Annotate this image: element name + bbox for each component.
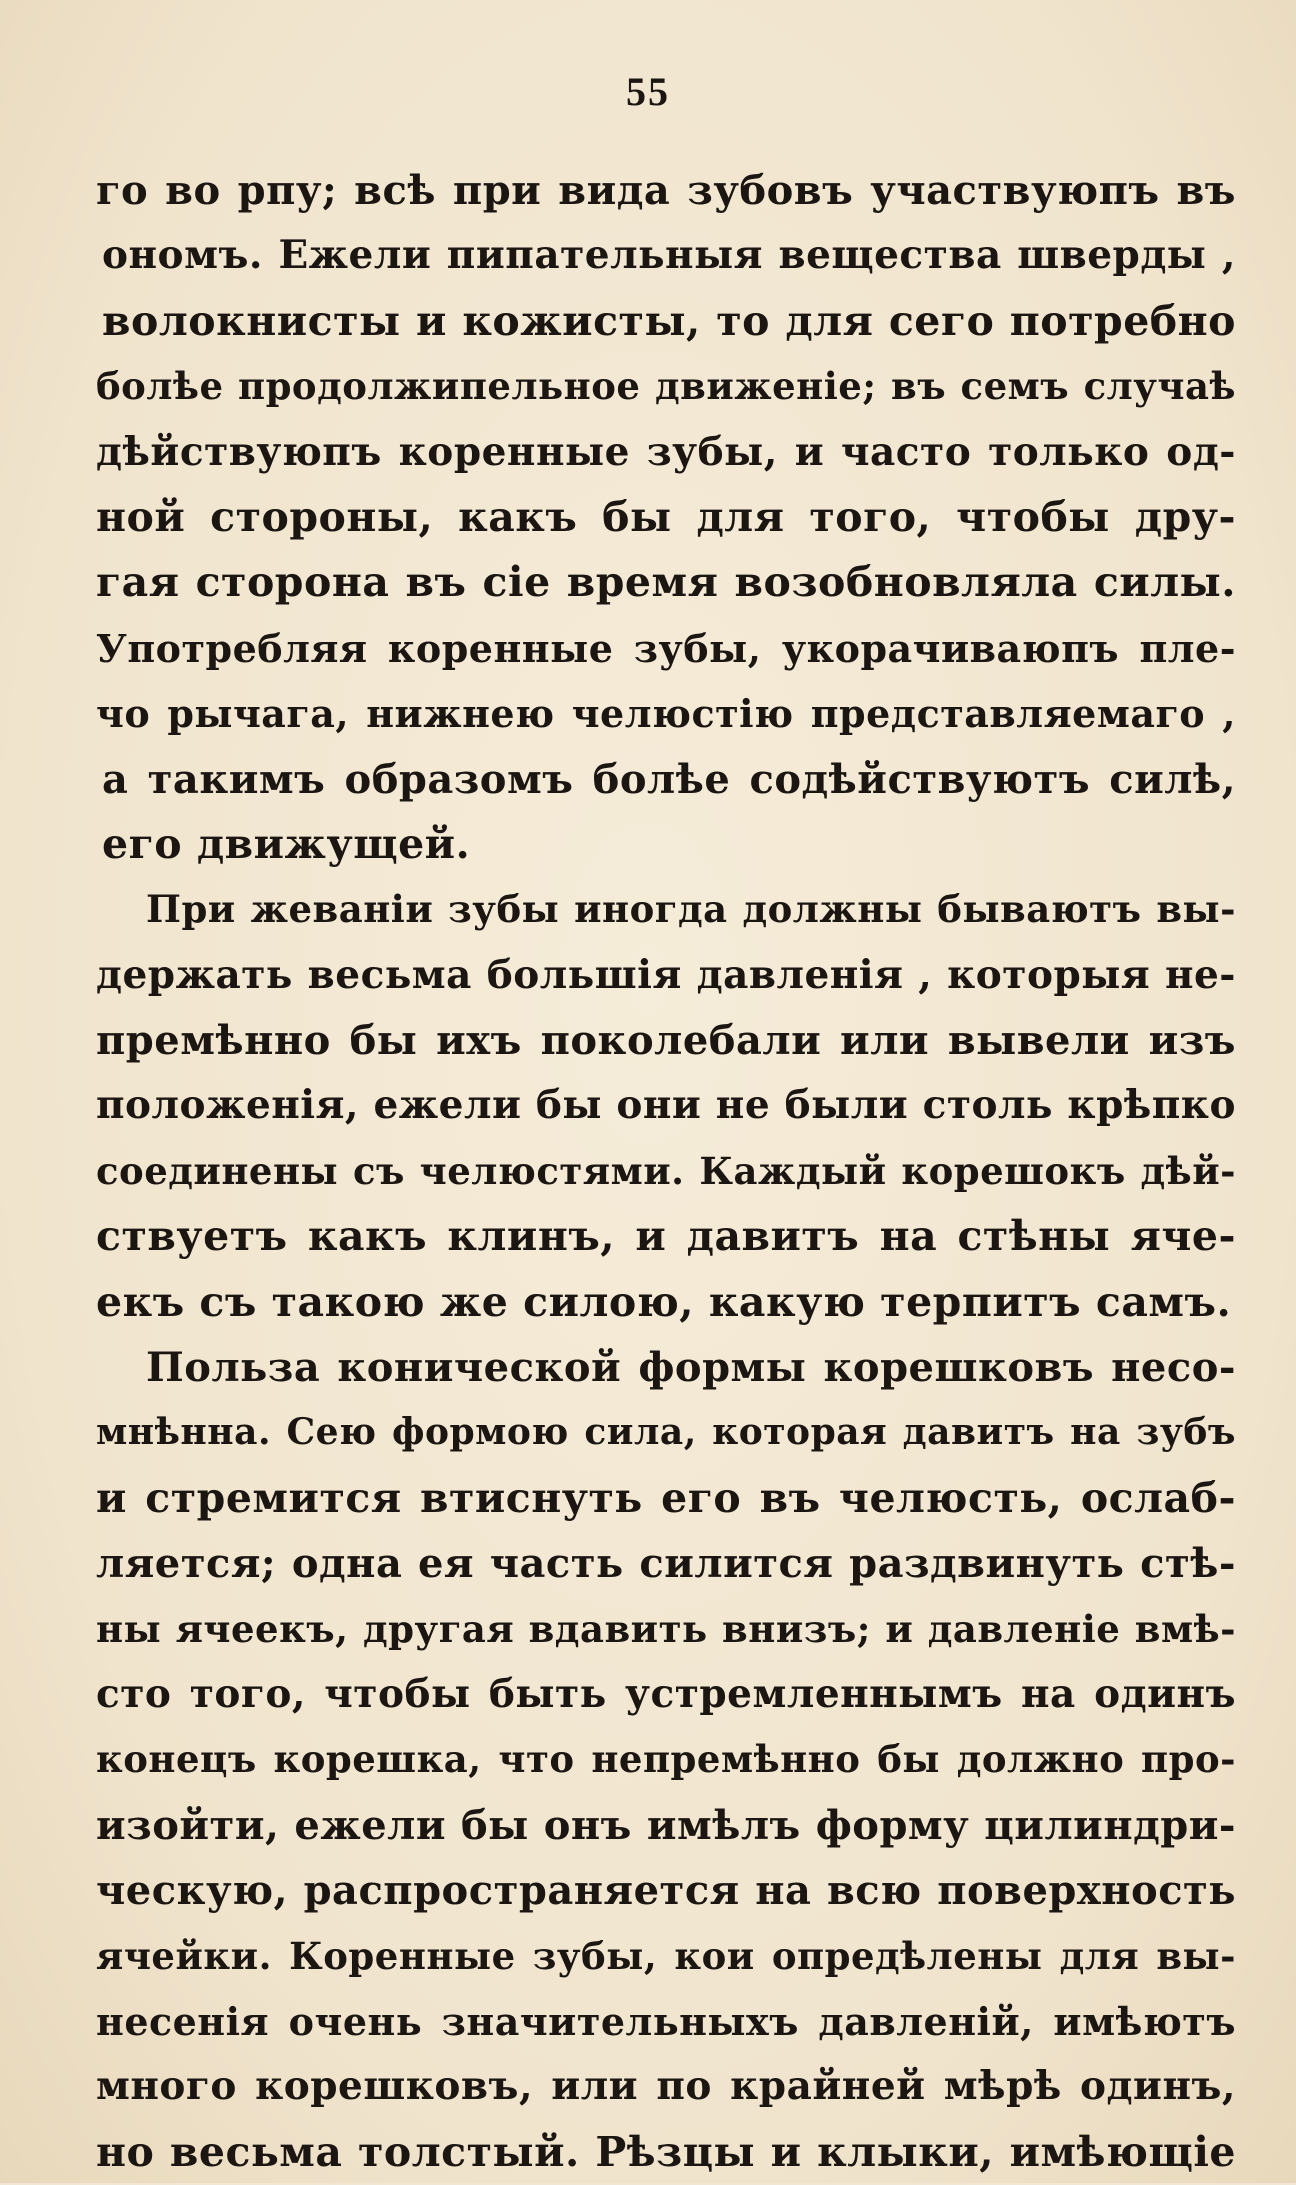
text-line: болѣе продолжипельное движеніе; въ семъ случаѣ bbox=[96, 364, 1236, 409]
paragraph-start-line: При жеваніи зубы иногда должны бываютъ вы- bbox=[146, 887, 1236, 932]
text-line: но весьма толстый. Рѣзцы и клыки, имѣющіе bbox=[96, 2127, 1236, 2176]
paragraph-start-line: Польза конической формы корешковъ несо- bbox=[146, 1344, 1236, 1392]
page-number: 55 bbox=[626, 69, 670, 114]
text-line: несенія очень значительныхъ давленій, имѣютъ bbox=[96, 1998, 1236, 2044]
text-line: его движущей. bbox=[102, 819, 471, 868]
text-line: го во рпу; всѣ при вида зубовъ участвуюпъ въ bbox=[96, 167, 1236, 214]
text-line: держать весьма большія давленія , которыя не- bbox=[96, 951, 1236, 998]
text-line: ной стороны, какъ бы для того, чтобы дру- bbox=[96, 492, 1236, 541]
text-line: конецъ корешка, что непремѣнно бы должно про- bbox=[96, 1737, 1236, 1782]
text-line: ономъ. Ежели пипательныя вещества шверды , bbox=[102, 232, 1236, 279]
text-line: ствуетъ какъ клинъ, и давитъ на стѣны яче- bbox=[96, 1212, 1236, 1261]
text-line: волокнисты и кожисты, то для сего потребно bbox=[102, 296, 1236, 345]
text-line: дѣйствуюпъ коренные зубы, и часто только од- bbox=[96, 428, 1236, 475]
text-line: изойти, ежели бы онъ имѣлъ форму цилиндри- bbox=[96, 1801, 1236, 1849]
text-line: Употребляя коренные зубы, укорачиваюпъ пле- bbox=[96, 625, 1236, 671]
body-text bbox=[96, 158, 1236, 2185]
text-line: ны ячеекъ, другая вдавить внизъ; и давленіе вмѣ- bbox=[96, 1606, 1236, 1651]
text-line: ячейки. Коренные зубы, кои опредѣлены для вы- bbox=[96, 1933, 1236, 1978]
text-line: а такимъ образомъ болѣе содѣйствуютъ силѣ, bbox=[102, 755, 1236, 803]
text-line: мнѣнна. Сею формою сила, которая давитъ на зубъ bbox=[96, 1411, 1236, 1454]
text-line: положенія, ежели бы они не были столь крѣпко bbox=[96, 1082, 1236, 1129]
text-line: сто того, чтобы быть устремленнымъ на одинъ bbox=[96, 1670, 1236, 1717]
text-line: премѣнно бы ихъ поколебали или вывели изъ bbox=[96, 1017, 1236, 1065]
text-line: екъ съ такою же силою, какую терпитъ самъ. bbox=[96, 1277, 1232, 1326]
text-line: гая сторона въ сіе время возобновляла силы. bbox=[96, 558, 1236, 607]
text-line: чо рычага, нижнею челюстію представляемаго , bbox=[96, 691, 1236, 737]
text-line: ческую, распространяется на всю поверхность bbox=[96, 1867, 1236, 1915]
text-line: ляется; одна ея часть силится раздвинуть стѣ- bbox=[96, 1540, 1236, 1588]
text-line: много корешковъ, или по крайней мѣрѣ одинъ, bbox=[96, 2063, 1236, 2110]
text-line: и стремится втиснуть его въ челюсть, ослаб- bbox=[96, 1473, 1236, 1522]
text-line: соединены съ челюстями. Каждый корешокъ дѣй- bbox=[96, 1148, 1236, 1193]
